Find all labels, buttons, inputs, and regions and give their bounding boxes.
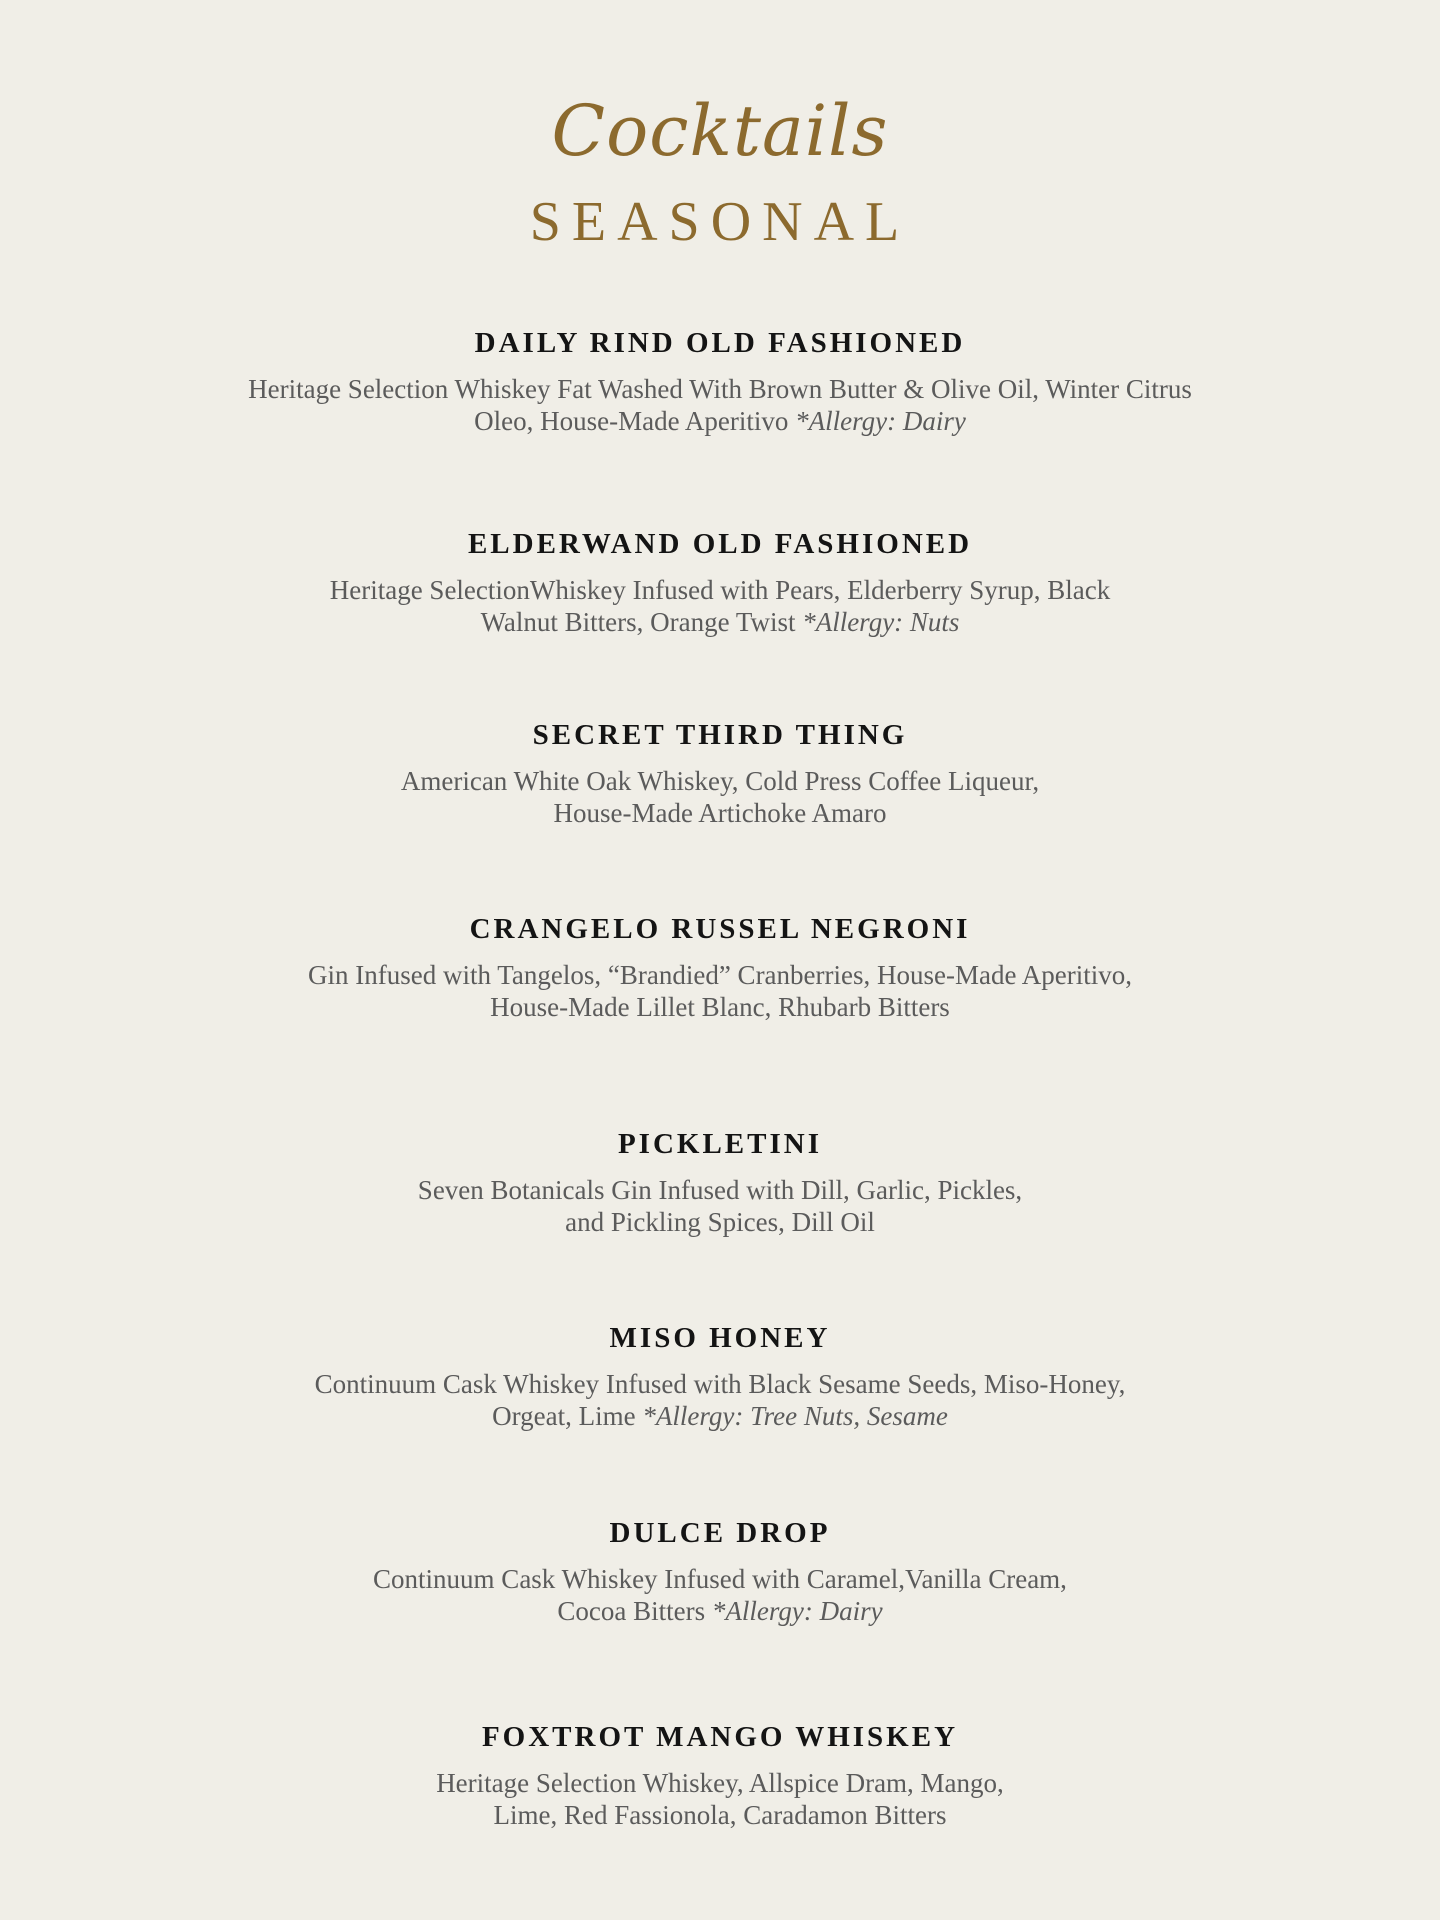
item-description	[150, 1174, 1290, 1238]
item-name: CRANGELO RUSSEL NEGRONI	[469, 913, 971, 945]
item-name: PICKLETINI	[617, 1128, 823, 1160]
menu-item-daily-rind-old-fashioned	[150, 326, 1290, 437]
item-name: DULCE DROP	[609, 1517, 831, 1549]
menu-section-title: SEASONAL	[529, 191, 911, 253]
item-description	[150, 373, 1290, 437]
item-name: DAILY RIND OLD FASHIONED	[474, 327, 966, 359]
item-description-line1: Heritage SelectionWhiskey Infused with Pears, Elderberry Syrup, Black	[329, 575, 1111, 605]
item-description-line1: Seven Botanicals Gin Infused with Dill, Garlic, Pickles,	[417, 1175, 1023, 1205]
item-description-line2: Cocoa Bitters	[557, 1596, 706, 1626]
menu-item-crangelo-russel-negroni	[150, 912, 1290, 1023]
item-description	[150, 1767, 1290, 1831]
item-allergy-note: *Allergy: Dairy	[711, 1596, 883, 1626]
item-name: MISO HONEY	[609, 1322, 831, 1354]
item-description	[150, 1368, 1290, 1432]
item-description-line2: Lime, Red Fassionola, Caradamon Bitters	[493, 1800, 947, 1830]
menu-item-elderwand-old-fashioned	[150, 527, 1290, 638]
item-description-line2: Orgeat, Lime	[492, 1401, 636, 1431]
item-description-line2: House-Made Lillet Blanc, Rhubarb Bitters	[490, 992, 950, 1022]
item-allergy-note: *Allergy: Tree Nuts, Sesame	[642, 1401, 948, 1431]
item-name: FOXTROT MANGO WHISKEY	[481, 1721, 959, 1753]
item-description-line2: Walnut Bitters, Orange Twist	[480, 607, 796, 637]
menu-item-secret-third-thing	[150, 718, 1290, 829]
menu-item-pickletini	[150, 1127, 1290, 1238]
item-name: ELDERWAND OLD FASHIONED	[467, 528, 973, 560]
item-description	[150, 574, 1290, 638]
menu-item-dulce-drop	[150, 1516, 1290, 1627]
menu-item-foxtrot-mango-whiskey	[150, 1720, 1290, 1831]
menu-script-title: Cocktails	[551, 90, 889, 172]
item-description-line1: Continuum Cask Whiskey Infused with Black Sesame Seeds, Miso-Honey,	[314, 1369, 1126, 1399]
item-allergy-note: *Allergy: Dairy	[795, 406, 966, 436]
item-description-line2: House-Made Artichoke Amaro	[553, 798, 887, 828]
item-description	[150, 765, 1290, 829]
item-description-line1: Gin Infused with Tangelos, “Brandied” Cranberries, House-Made Aperitivo,	[308, 960, 1132, 990]
item-allergy-note: *Allergy: Nuts	[802, 607, 960, 637]
item-description-line2: Oleo, House-Made Aperitivo	[474, 406, 789, 436]
menu-item-miso-honey	[150, 1321, 1290, 1432]
item-description-line1: Heritage Selection Whiskey Fat Washed With Brown Butter & Olive Oil, Winter Citrus	[248, 374, 1192, 404]
item-name: SECRET THIRD THING	[532, 719, 908, 751]
item-description-line1: Continuum Cask Whiskey Infused with Caramel,Vanilla Cream,	[373, 1564, 1067, 1594]
item-description	[150, 959, 1290, 1023]
item-description-line1: American White Oak Whiskey, Cold Press Coffee Liqueur,	[400, 766, 1040, 796]
item-description-line1: Heritage Selection Whiskey, Allspice Dram, Mango,	[436, 1768, 1004, 1798]
item-description-line2: and Pickling Spices, Dill Oil	[565, 1207, 875, 1237]
item-description	[150, 1563, 1290, 1627]
